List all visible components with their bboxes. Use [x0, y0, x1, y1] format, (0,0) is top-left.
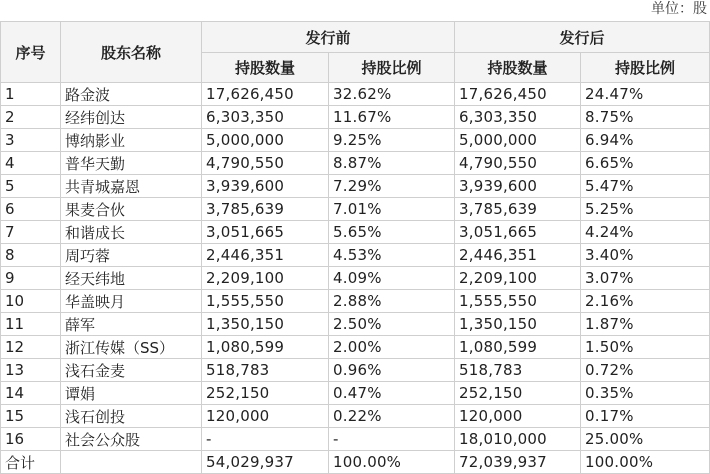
cell-after-shares: 4,790,550: [455, 152, 581, 175]
cell-after-shares: 3,051,665: [455, 221, 581, 244]
table-row: [1, 198, 710, 221]
cell-after-shares: 120,000: [455, 405, 581, 428]
table-row: [1, 221, 710, 244]
cell-after-shares: 2,209,100: [455, 267, 581, 290]
cell-before-ratio: 0.22%: [329, 405, 455, 428]
total-after-ratio: 100.00%: [581, 451, 710, 474]
cell-after-ratio: 2.16%: [581, 290, 710, 313]
cell-name: 薛军: [61, 313, 202, 336]
cell-before-ratio: 2.50%: [329, 313, 455, 336]
cell-name: 浅石创投: [61, 405, 202, 428]
total-before-shares: 54,029,937: [202, 451, 329, 474]
cell-after-ratio: 8.75%: [581, 106, 710, 129]
table-row: [1, 336, 710, 359]
cell-before-shares: 5,000,000: [202, 129, 329, 152]
cell-before-shares: 3,051,665: [202, 221, 329, 244]
cell-before-shares: 1,080,599: [202, 336, 329, 359]
cell-before-shares: 1,555,550: [202, 290, 329, 313]
cell-before-shares: 1,350,150: [202, 313, 329, 336]
cell-seq: 10: [1, 290, 61, 313]
table-row: [1, 175, 710, 198]
table-row: [1, 290, 710, 313]
cell-after-shares: 6,303,350: [455, 106, 581, 129]
cell-before-shares: 252,150: [202, 382, 329, 405]
table-row: [1, 267, 710, 290]
total-row: [1, 451, 710, 474]
cell-after-shares: 2,446,351: [455, 244, 581, 267]
cell-name: 博纳影业: [61, 129, 202, 152]
cell-seq: 4: [1, 152, 61, 175]
cell-after-ratio: 24.47%: [581, 83, 710, 106]
cell-name: 路金波: [61, 83, 202, 106]
cell-name: 浙江传媒（SS）: [61, 336, 202, 359]
cell-before-ratio: 5.65%: [329, 221, 455, 244]
header-after-shares: 持股数量: [455, 53, 581, 83]
cell-seq: 15: [1, 405, 61, 428]
cell-seq: 13: [1, 359, 61, 382]
cell-before-shares: 6,303,350: [202, 106, 329, 129]
table-row: [1, 405, 710, 428]
cell-before-shares: 3,785,639: [202, 198, 329, 221]
cell-before-shares: 3,939,600: [202, 175, 329, 198]
table-row: [1, 129, 710, 152]
cell-before-ratio: 0.47%: [329, 382, 455, 405]
cell-after-ratio: 6.65%: [581, 152, 710, 175]
cell-seq: 1: [1, 83, 61, 106]
cell-name: 华盖映月: [61, 290, 202, 313]
cell-seq: 12: [1, 336, 61, 359]
table-row: [1, 313, 710, 336]
cell-seq: 9: [1, 267, 61, 290]
cell-after-shares: 3,785,639: [455, 198, 581, 221]
cell-seq: 3: [1, 129, 61, 152]
cell-after-shares: 3,939,600: [455, 175, 581, 198]
cell-after-ratio: 6.94%: [581, 129, 710, 152]
total-after-shares: 72,039,937: [455, 451, 581, 474]
cell-after-ratio: 0.17%: [581, 405, 710, 428]
cell-name: 果麦合伙: [61, 198, 202, 221]
cell-after-ratio: 1.50%: [581, 336, 710, 359]
table-row: [1, 83, 710, 106]
unit-label: 单位：股: [651, 1, 707, 17]
shareholder-table: [0, 21, 710, 474]
total-name-empty: [61, 451, 202, 474]
cell-before-shares: 120,000: [202, 405, 329, 428]
cell-name: 和谐成长: [61, 221, 202, 244]
total-label: 合计: [1, 451, 61, 474]
cell-before-shares: 518,783: [202, 359, 329, 382]
cell-seq: 16: [1, 428, 61, 451]
header-before-shares: 持股数量: [202, 53, 329, 83]
cell-after-ratio: 0.72%: [581, 359, 710, 382]
cell-before-ratio: 32.62%: [329, 83, 455, 106]
cell-before-ratio: -: [329, 428, 455, 451]
cell-seq: 11: [1, 313, 61, 336]
header-after-ratio: 持股比例: [581, 53, 710, 83]
cell-after-ratio: 3.07%: [581, 267, 710, 290]
table-row: [1, 382, 710, 405]
cell-after-ratio: 5.25%: [581, 198, 710, 221]
cell-after-shares: 17,626,450: [455, 83, 581, 106]
cell-after-ratio: 0.35%: [581, 382, 710, 405]
cell-seq: 5: [1, 175, 61, 198]
cell-name: 谭娟: [61, 382, 202, 405]
cell-after-ratio: 3.40%: [581, 244, 710, 267]
cell-seq: 2: [1, 106, 61, 129]
cell-name: 社会公众股: [61, 428, 202, 451]
cell-name: 共青城嘉恩: [61, 175, 202, 198]
cell-after-shares: 252,150: [455, 382, 581, 405]
cell-seq: 8: [1, 244, 61, 267]
table-row: [1, 152, 710, 175]
cell-before-shares: 2,209,100: [202, 267, 329, 290]
cell-before-ratio: 7.01%: [329, 198, 455, 221]
header-after: 发行后: [455, 22, 710, 53]
header-before: 发行前: [202, 22, 455, 53]
table-body: [1, 83, 710, 474]
cell-before-ratio: 9.25%: [329, 129, 455, 152]
cell-name: 周巧蓉: [61, 244, 202, 267]
header-before-ratio: 持股比例: [329, 53, 455, 83]
cell-before-shares: -: [202, 428, 329, 451]
cell-seq: 14: [1, 382, 61, 405]
cell-after-shares: 18,010,000: [455, 428, 581, 451]
cell-after-ratio: 25.00%: [581, 428, 710, 451]
cell-after-ratio: 4.24%: [581, 221, 710, 244]
table-row: [1, 106, 710, 129]
cell-before-ratio: 4.09%: [329, 267, 455, 290]
total-before-ratio: 100.00%: [329, 451, 455, 474]
cell-seq: 7: [1, 221, 61, 244]
cell-after-shares: 518,783: [455, 359, 581, 382]
cell-before-ratio: 4.53%: [329, 244, 455, 267]
table-row: [1, 428, 710, 451]
cell-name: 经天纬地: [61, 267, 202, 290]
cell-seq: 6: [1, 198, 61, 221]
cell-before-ratio: 0.96%: [329, 359, 455, 382]
cell-before-shares: 2,446,351: [202, 244, 329, 267]
table-row: [1, 244, 710, 267]
cell-before-ratio: 2.88%: [329, 290, 455, 313]
cell-after-ratio: 5.47%: [581, 175, 710, 198]
cell-after-shares: 1,080,599: [455, 336, 581, 359]
cell-before-ratio: 2.00%: [329, 336, 455, 359]
table-header: [1, 22, 710, 83]
header-seq: 序号: [1, 22, 61, 83]
cell-after-shares: 5,000,000: [455, 129, 581, 152]
table-row: [1, 359, 710, 382]
header-name: 股东名称: [61, 22, 202, 83]
cell-after-shares: 1,350,150: [455, 313, 581, 336]
cell-name: 普华天勤: [61, 152, 202, 175]
cell-before-ratio: 11.67%: [329, 106, 455, 129]
cell-name: 浅石金麦: [61, 359, 202, 382]
cell-before-ratio: 7.29%: [329, 175, 455, 198]
cell-name: 经纬创达: [61, 106, 202, 129]
cell-after-ratio: 1.87%: [581, 313, 710, 336]
cell-before-ratio: 8.87%: [329, 152, 455, 175]
cell-before-shares: 4,790,550: [202, 152, 329, 175]
cell-after-shares: 1,555,550: [455, 290, 581, 313]
cell-before-shares: 17,626,450: [202, 83, 329, 106]
